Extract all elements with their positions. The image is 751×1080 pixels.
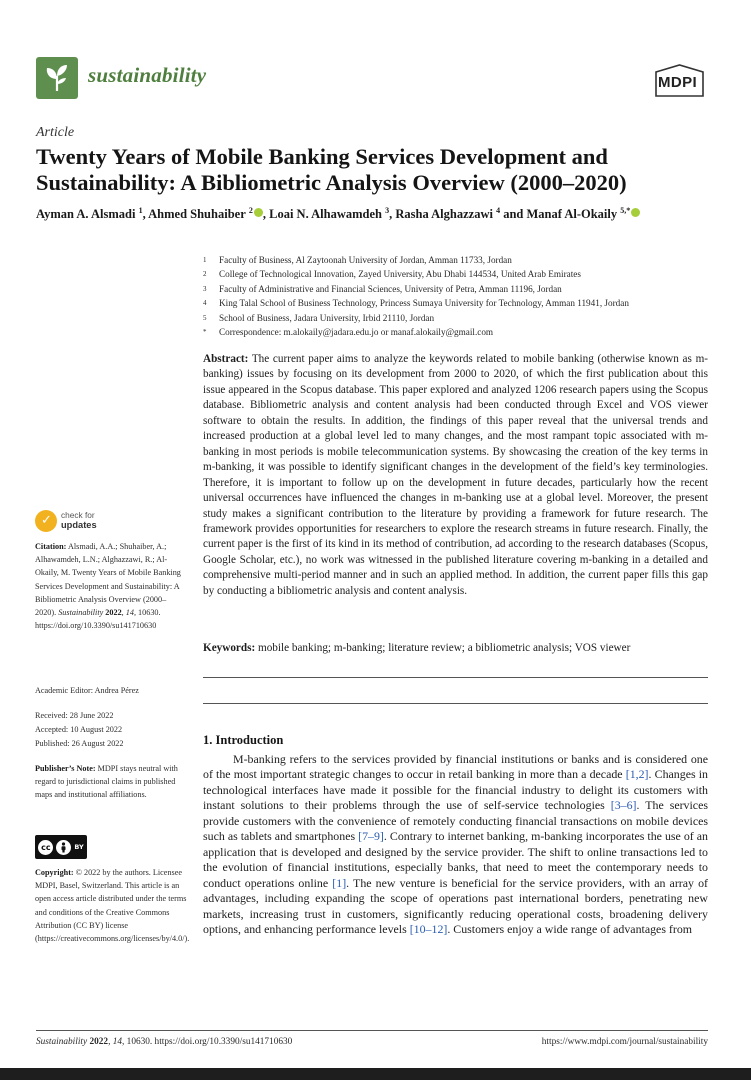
intro-text: . The services provide customers with the convenience of remotely conducting financial transactions on mobile devices such as tablets and smartphones — [203, 798, 708, 844]
divider — [203, 703, 708, 704]
footer-journal-url[interactable]: https://www.mdpi.com/journal/sustainability — [541, 1037, 708, 1047]
footer-volume: , 14, — [108, 1037, 125, 1047]
cc-by-license-icon[interactable] — [35, 835, 87, 859]
journal-logo-icon — [36, 57, 78, 99]
citation-block — [35, 540, 187, 632]
copyright-label: Copyright: — [35, 868, 74, 877]
affiliation-text: Faculty of Administrative and Financial Sciences, University of Petra, Amman 11196, Jordan — [219, 283, 562, 294]
check-for-updates-button[interactable] — [61, 510, 97, 530]
mdpi-logo-text: MDPI — [658, 74, 698, 91]
attribution-icon — [56, 840, 71, 855]
intro-text: . Changes in technological interfaces have made it possible for the financial industry to delight its customers with instant solutions to their problems through the use of self-service technologies — [203, 767, 708, 813]
citation-journal: Sustainability — [58, 608, 104, 618]
affiliation-text: King Talal School of Business Technology, Princess Sumaya University for Technology, Amman 11941, Jordan — [219, 298, 629, 309]
correspondence-text[interactable]: Correspondence: m.alokaily@jadara.edu.jo or manaf.alokaily@gmail.com — [219, 327, 494, 338]
affiliation-item — [203, 253, 723, 267]
publisher-note — [35, 762, 187, 802]
intro-text: M-banking refers to the services provided by financial institutions or banks and is considered one of the most important strategic changes to occur in retail banking in more than a decade — [203, 752, 708, 782]
citation-label: Citation: — [35, 542, 67, 551]
citation-volume: , 14, — [121, 608, 136, 618]
affiliation-text: School of Business, Jadara University, Irbid 21110, Jordan — [219, 312, 435, 323]
abstract-text: The current paper aims to analyze the keywords related to mobile banking (otherwise known as m-banking) issues by focusing on its development from 2000 to 2020, of which the first publication about this issue appeared in the Scopus database. This paper explored and analyzed 1206 research papers using the Scopus database. Bibliometric analysis and content analysis had been conducted through Excel and VOS viewer software to obtain the results. In addition, the findings of this paper reveal that the universal trends and increased production at a global level led to many changes, and the most rampant topic associated with m-banking in most periods is mobile telecommunication systems. By showcasing the creation of the key terms in m-banking, it was possible to identify significant changes in the development of the field’s key terminologies. Therefore, it is important to follow up on the development in future decades, particularly how the recent universal occurrences have influenced the changes in m-banking use at a global level. Moreover, the present study makes a significant contribution to the literature by providing a framework for future research. The framework provides opportunities for researchers to explore the research streams in future research. Finally, the current paper is the first of its kind in its method of contribution, ad according to the research databases (Scopus, Google Scholar, etc.), no work was witnessed in the published literature covering m-banking in a detailed and comprehensive multi-period manner and in such an applied method. In addition, the current paper fills this gap by conducting a bibliometric analysis and content analysis. — [203, 353, 708, 597]
footer-journal: Sustainability — [36, 1037, 88, 1047]
check-line-1: check for — [61, 510, 95, 520]
author-name: Ayman A. Alsmadi — [36, 207, 136, 222]
affiliation-text: Faculty of Business, Al Zaytoonah University of Jordan, Amman 11733, Jordan — [219, 255, 512, 265]
author-separator: , — [142, 207, 149, 222]
divider — [203, 677, 708, 678]
cc-by-label: BY — [74, 843, 84, 851]
published-date: Published: 26 August 2022 — [35, 739, 124, 748]
affiliation-item — [203, 296, 723, 310]
affiliation-number: * — [203, 328, 207, 337]
affiliation-item — [203, 282, 723, 296]
author-name: Rasha Alghazzawi — [395, 207, 493, 222]
orcid-icon[interactable] — [254, 208, 263, 217]
citation-link[interactable]: [3–6] — [610, 798, 637, 813]
author-name: Loai N. Alhawamdeh — [269, 207, 382, 222]
affiliation-list — [203, 253, 723, 339]
copyright-text: © 2022 by the authors. Licensee MDPI, Basel, Switzerland. This article is an open access article distributed under the terms and conditions of the Creative Commons Attribution (CC BY) license (https://creativecommons.org/licenses/by/4.0/). — [35, 868, 190, 944]
affiliation-number: 4 — [203, 299, 207, 308]
author-affil-sup: 4 — [496, 206, 501, 215]
affiliation-number: 3 — [203, 284, 207, 293]
article-title: Twenty Years of Mobile Banking Services Development and Sustainability: A Bibliometric Analysis Overview (2000–2020) — [36, 144, 627, 195]
affiliation-item — [203, 311, 723, 325]
citation-link[interactable]: [1,2] — [625, 767, 649, 782]
abstract-label: Abstract: — [203, 353, 249, 365]
academic-editor: Academic Editor: Andrea Pérez — [35, 686, 139, 695]
journal-name: sustainability — [88, 63, 207, 87]
author-affil-sup: 1 — [138, 206, 143, 215]
accepted-date: Accepted: 10 August 2022 — [35, 725, 123, 734]
footer-doi[interactable]: 10630. https://doi.org/10.3390/su141710630 — [124, 1037, 293, 1047]
citation-link[interactable]: [7–9] — [358, 829, 384, 844]
article-type: Article — [36, 125, 75, 140]
publisher-note-text: MDPI stays neutral with regard to jurisdictional claims in published maps and institutional affiliations. — [35, 764, 178, 800]
author-name: Manaf Al-Okaily — [526, 207, 618, 222]
citation-doi[interactable]: 10630. https://doi.org/10.3390/su141710630 — [35, 608, 161, 631]
footer-year: 2022 — [87, 1037, 109, 1047]
author-separator: , — [389, 207, 396, 222]
received-date: Received: 28 June 2022 — [35, 711, 114, 720]
abstract — [203, 352, 708, 599]
copyright-block — [35, 866, 190, 945]
cc-icon: cc — [38, 840, 53, 855]
author-affil-sup: 5,* — [620, 206, 631, 215]
footer-citation — [36, 1037, 292, 1047]
intro-text: . The new venture is beneficial for the service providers, with an array of advantages, including expanding the scope of operations past international borders, penetrating new markets, increasing trust in customers, significantly reducing operational costs, broadening delivery options, and enhancing performance levels — [203, 875, 709, 936]
author-name: Ahmed Shuhaiber — [148, 207, 246, 222]
check-mark-icon: ✓ — [41, 513, 52, 528]
affiliation-item — [203, 267, 723, 281]
footer-divider — [36, 1030, 708, 1031]
orcid-icon[interactable] — [631, 208, 640, 217]
author-separator: , — [262, 207, 270, 222]
section-heading: 1. Introduction — [203, 733, 284, 747]
keywords-label: Keywords: — [203, 642, 256, 654]
keywords — [203, 641, 708, 656]
affiliation-item — [203, 325, 723, 339]
intro-text: . Customers enjoy a wide range of advantages from — [447, 921, 693, 936]
affiliation-number: 1 — [203, 256, 207, 264]
affiliation-number: 5 — [203, 313, 207, 322]
author-list — [36, 206, 736, 222]
author-affil-sup: 3 — [385, 206, 390, 215]
affiliation-text: College of Technological Innovation, Zayed University, Abu Dhabi 144534, United Arab Emirates — [219, 269, 581, 280]
citation-link[interactable]: [10–12] — [409, 921, 448, 936]
intro-text: . Contrary to internet banking, m-banking incorporates the use of an application that is developed and designed by the service provider. The shift to online transactions led to the evolution of financial institutions, especially banks, that need to meet the contemporary needs to conduct operations online — [203, 829, 708, 890]
check-line-2: updates — [61, 520, 97, 530]
citation-link[interactable]: [1] — [332, 875, 347, 890]
keywords-text: mobile banking; m-banking; literature review; a bibliometric analysis; VOS viewer — [255, 642, 631, 654]
citation-year: 2022 — [103, 608, 122, 618]
citation-text: Alsmadi, A.A.; Shuhaiber, A.; Alhawamdeh, L.N.; Alghazzawi, R.; Al-Okaily, M. Twenty Years of Mobile Banking Services Development and Sustainability: A Bibliometric Analysis Overview (2000–2020). — [35, 542, 181, 618]
affiliation-number: 2 — [203, 270, 207, 279]
introduction-paragraph — [203, 752, 708, 937]
bottom-bar — [0, 1068, 751, 1080]
author-affil-sup: 2 — [248, 206, 253, 215]
publisher-note-label: Publisher’s Note: — [35, 764, 96, 773]
author-separator: and — [500, 207, 527, 222]
